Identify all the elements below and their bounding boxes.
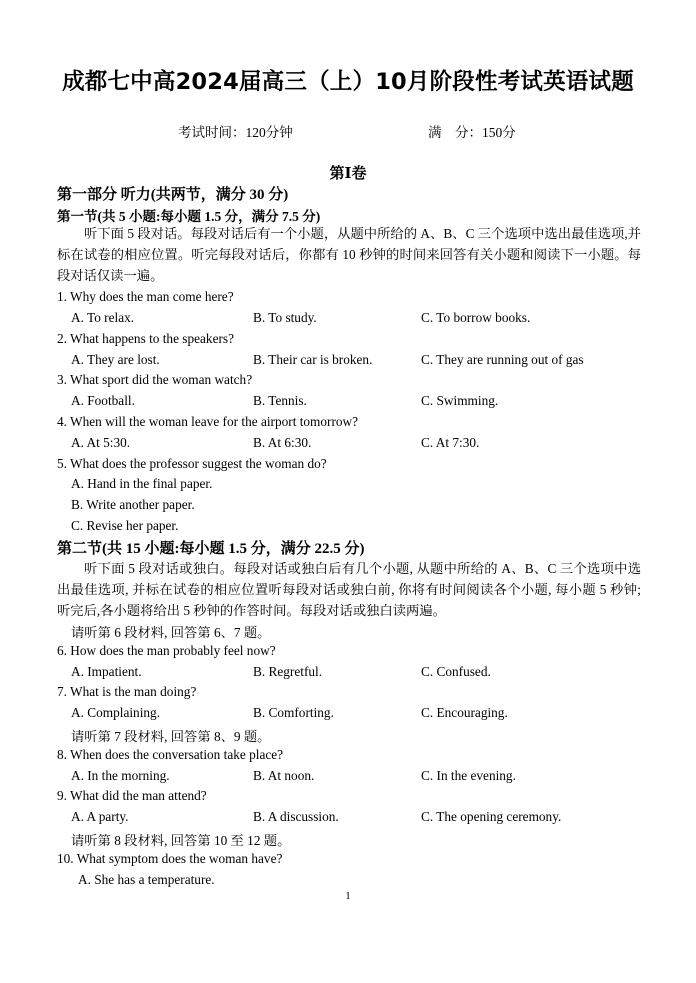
question-7: 7. What is the man doing? — [57, 684, 197, 699]
q4-option-c: C. At 7:30. — [421, 435, 480, 450]
q9-option-c: C. The opening ceremony. — [421, 809, 562, 824]
material-note-6: 请听第 6 段材料, 回答第 6、7 题。 — [71, 625, 271, 640]
q3-option-a: A. Football. — [71, 393, 135, 408]
question-2: 2. What happens to the speakers? — [57, 331, 234, 346]
q7-option-b: B. Comforting. — [253, 705, 334, 720]
q8-option-a: A. In the morning. — [71, 768, 170, 783]
q1-option-b: B. To study. — [253, 310, 317, 325]
q6-option-a: A. Impatient. — [71, 664, 142, 679]
question-6: 6. How does the man probably feel now? — [57, 643, 276, 658]
q7-option-c: C. Encouraging. — [421, 705, 508, 720]
full-score: 满 分：150分 — [428, 125, 516, 140]
q1-option-c: C. To borrow books. — [421, 310, 531, 325]
material-note-7: 请听第 7 段材料, 回答第 8、9 题。 — [71, 729, 271, 744]
q8-option-c: C. In the evening. — [421, 768, 516, 783]
page-number: 1 — [345, 890, 351, 902]
question-5: 5. What does the professor suggest the woman do? — [57, 456, 327, 471]
q5-option-a: A. Hand in the final paper. — [71, 476, 213, 491]
question-4: 4. When will the woman leave for the airport tomorrow? — [57, 414, 359, 429]
part1-heading: 第一部分 听力(共两节，满分 30 分) — [57, 187, 289, 203]
question-1: 1. Why does the man come here? — [57, 289, 234, 304]
q4-option-a: A. At 5:30. — [71, 435, 131, 450]
question-3: 3. What sport did the woman watch? — [57, 372, 253, 387]
section1-instructions: 听下面 5 段对话。每段对话后有一个小题，从题中所给的 A、B、C 三个选项中选出最佳选项,并标在试卷的相应位置。听完每段对话后，你都有 10 秒钟的时间来回答有关小题和阅读下一小题。每段对话仅读一遍。 — [57, 226, 641, 283]
volume-heading: 第Ⅰ卷 — [329, 166, 367, 182]
exam-time: 考试时间：120分钟 — [178, 125, 293, 140]
exam-title: 成都七中高2024届高三（上）10月阶段性考试英语试题 — [62, 69, 634, 95]
q5-option-b: B. Write another paper. — [71, 497, 195, 512]
q6-option-c: C. Confused. — [421, 664, 491, 679]
section2-heading: 第二节(共 15 小题:每小题 1.5 分，满分 22.5 分) — [57, 541, 365, 557]
q3-option-c: C. Swimming. — [421, 393, 499, 408]
q2-option-c: C. They are running out of gas — [421, 352, 584, 367]
material-note-8: 请听第 8 段材料, 回答第 10 至 12 题。 — [71, 833, 291, 848]
question-10: 10. What symptom does the woman have? — [57, 851, 283, 866]
q9-option-a: A. A party. — [71, 809, 129, 824]
q2-option-b: B. Their car is broken. — [253, 352, 373, 367]
question-8: 8. When does the conversation take place? — [57, 747, 284, 762]
q4-option-b: B. At 6:30. — [253, 435, 312, 450]
q5-option-c: C. Revise her paper. — [71, 518, 179, 533]
q8-option-b: B. At noon. — [253, 768, 315, 783]
question-9: 9. What did the man attend? — [57, 788, 207, 803]
section2-instructions: 听下面 5 段对话或独白。每段对话或独白后有几个小题, 从题中所给的 A、B、C 三个选项中选出最佳选项, 并标在试卷的相应位置听每段对话或独白前, 你将有时间阅读各个小题, 每小题 5 秒钟; 听完后,各小题将给出 5 秒钟的作答时间。每段对话或独白读两遍。 — [57, 561, 641, 618]
q3-option-b: B. Tennis. — [253, 393, 307, 408]
q9-option-b: B. A discussion. — [253, 809, 339, 824]
q2-option-a: A. They are lost. — [71, 352, 160, 367]
q6-option-b: B. Regretful. — [253, 664, 323, 679]
section1-heading: 第一节(共 5 小题:每小题 1.5 分，满分 7.5 分) — [57, 209, 321, 224]
q7-option-a: A. Complaining. — [71, 705, 161, 720]
q1-option-a: A. To relax. — [71, 310, 135, 325]
q10-option-a: A. She has a temperature. — [78, 872, 215, 887]
